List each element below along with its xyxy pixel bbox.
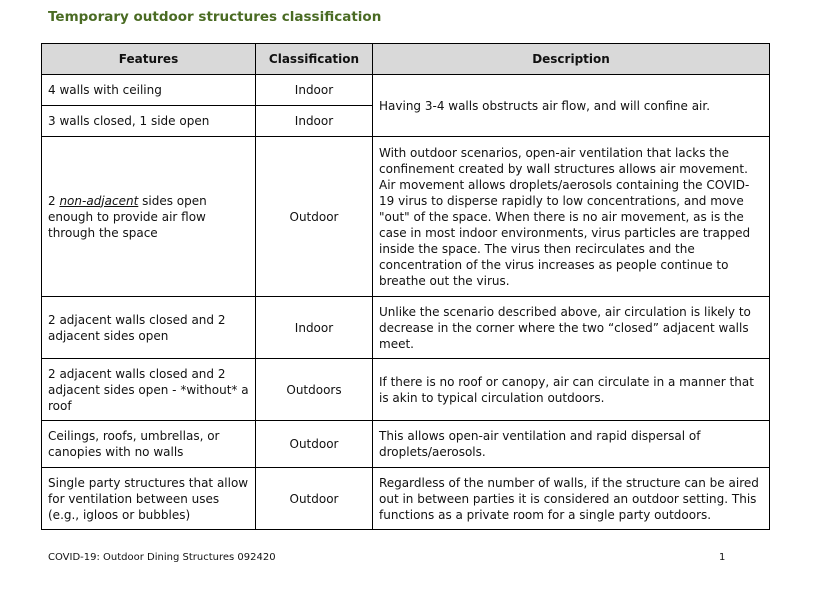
description-cell: If there is no roof or canopy, air can circulate in a manner that is akin to typical circulation outdoors. (373, 359, 770, 421)
document-title: Temporary outdoor structures classification (48, 9, 382, 25)
footer-page-number: 1 (719, 552, 726, 563)
classification-cell: Outdoor (256, 421, 373, 468)
classification-table (41, 43, 770, 530)
description-cell: With outdoor scenarios, open-air ventilation that lacks the confinement created by wall structures allows air movement. Air movement allows droplets/aerosols containing the COVID-19 virus to disperse rapidly to low concentrations, and move "out" of the space. When there is no air movement, as is the case in most indoor environments, virus particles are trapped inside the space. The virus then recirculates and the concentration of the virus increases as people continue to breathe out the virus. (373, 137, 770, 297)
table-row (42, 75, 770, 106)
table-row (42, 421, 770, 468)
description-cell: This allows open-air ventilation and rapid dispersal of droplets/aerosols. (373, 421, 770, 468)
footer-document-label: COVID-19: Outdoor Dining Structures 092420 (48, 552, 276, 563)
classification-cell: Outdoor (256, 468, 373, 530)
feature-cell: Ceilings, roofs, umbrellas, or canopies with no walls (42, 421, 256, 468)
classification-cell: Outdoors (256, 359, 373, 421)
feature-text-pre: 2 (48, 193, 60, 208)
description-cell: Regardless of the number of walls, if the structure can be aired out in between parties it is considered an outdoor setting. This functions as a private room for a single party outdoors. (373, 468, 770, 530)
feature-cell: 3 walls closed, 1 side open (42, 106, 256, 137)
table-row (42, 359, 770, 421)
feature-text-post: sides open enough to provide air flow through the space (48, 193, 207, 240)
classification-cell: Indoor (256, 75, 373, 106)
description-cell: Having 3-4 walls obstructs air flow, and will confine air. (373, 75, 770, 137)
feature-cell: 4 walls with ceiling (42, 75, 256, 106)
table-row (42, 137, 770, 297)
header-classification: Classification (256, 44, 373, 75)
classification-cell: Outdoor (256, 137, 373, 297)
header-description: Description (373, 44, 770, 75)
table-row (42, 297, 770, 359)
table-row (42, 468, 770, 530)
header-features: Features (42, 44, 256, 75)
classification-cell: Indoor (256, 106, 373, 137)
description-cell: Unlike the scenario described above, air circulation is likely to decrease in the corner where the two “closed” adjacent walls meet. (373, 297, 770, 359)
table-header-row (42, 44, 770, 75)
feature-cell: Single party structures that allow for ventilation between uses (e.g., igloos or bubbles) (42, 468, 256, 530)
feature-cell: 2 adjacent walls closed and 2 adjacent sides open - *without* a roof (42, 359, 256, 421)
feature-cell: 2 adjacent walls closed and 2 adjacent sides open (42, 297, 256, 359)
feature-emphasis: non-adjacent (59, 193, 139, 208)
classification-cell: Indoor (256, 297, 373, 359)
feature-cell (42, 137, 256, 297)
